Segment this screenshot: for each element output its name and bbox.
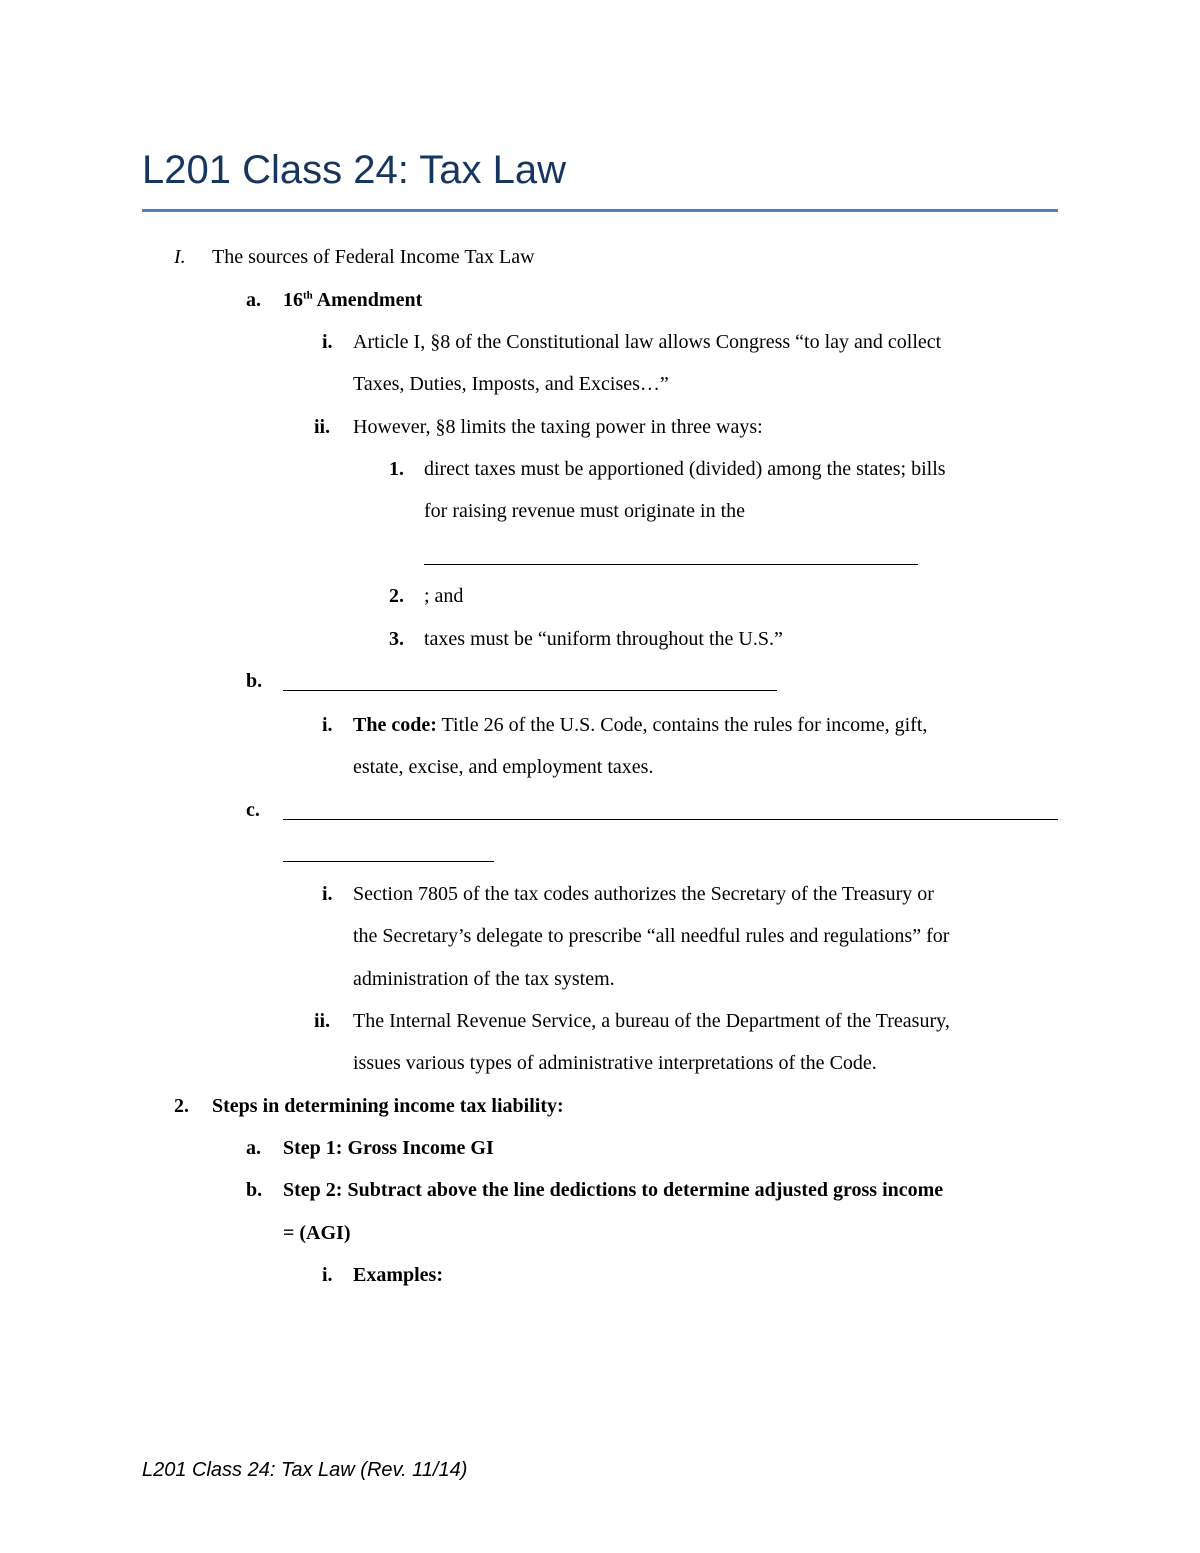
item-1a-i-line-2: Taxes, Duties, Imposts, and Excises…” <box>353 373 669 395</box>
item-1c-marker: c. <box>246 799 260 821</box>
item-1c-i-line-3: administration of the tax system. <box>353 968 615 990</box>
section-1-heading: The sources of Federal Income Tax Law <box>212 246 535 268</box>
amendment-ordinal: th <box>303 289 313 302</box>
item-1a-ii-marker: ii. <box>314 416 331 438</box>
item-2b-line-2: = (AGI) <box>283 1222 351 1244</box>
item-1c-i-line-2: the Secretary’s delegate to prescribe “all needful rules and regulations” for <box>353 925 950 947</box>
item-1c-i-marker: i. <box>322 883 333 905</box>
item-1a-ii-text: However, §8 limits the taxing power in three ways: <box>353 416 763 438</box>
item-1a-ii-1-marker: 1. <box>389 458 404 480</box>
item-1a-ii-2-text: ; and <box>424 585 464 607</box>
section-2-heading: Steps in determining income tax liability: <box>212 1095 564 1117</box>
item-1c-i-line-1: Section 7805 of the tax codes authorizes the Secretary of the Treasury or <box>353 883 934 905</box>
item-2b-marker: b. <box>246 1179 263 1201</box>
amendment-number: 16 <box>283 289 303 311</box>
item-1a-ii-1-line-2: for raising revenue must originate in the <box>424 500 746 522</box>
title-underline <box>142 209 1058 212</box>
item-1c-ii-line-2: issues various types of administrative interpretations of the Code. <box>353 1052 877 1074</box>
item-1a-ii-2-marker: 2. <box>389 585 404 607</box>
fill-in-blank-2[interactable] <box>283 690 777 691</box>
item-1b-i-line-2: estate, excise, and employment taxes. <box>353 756 654 778</box>
section-2-marker: 2. <box>174 1095 189 1117</box>
item-1a-heading <box>283 288 422 312</box>
section-1-marker: I. <box>174 246 186 268</box>
item-1b-i-marker: i. <box>322 714 333 736</box>
fill-in-blank-3[interactable] <box>283 819 1058 820</box>
code-description: Title 26 of the U.S. Code, contains the rules for income, gift, <box>436 714 928 736</box>
item-2b-i-text: Examples: <box>353 1264 443 1286</box>
item-2a-marker: a. <box>246 1137 261 1159</box>
item-2b-line-1: Step 2: Subtract above the line dedictions to determine adjusted gross income <box>283 1179 944 1201</box>
item-1b-i-line-1 <box>353 713 927 737</box>
item-1a-i-line-1: Article I, §8 of the Constitutional law allows Congress “to lay and collect <box>353 331 942 353</box>
fill-in-blank-1[interactable] <box>424 564 918 565</box>
item-1c-ii-line-1: The Internal Revenue Service, a bureau of the Department of the Treasury, <box>353 1010 950 1032</box>
code-label: The code: <box>353 714 437 736</box>
item-1a-ii-3-marker: 3. <box>389 628 404 650</box>
item-2b-i-marker: i. <box>322 1264 333 1286</box>
item-1a-ii-1-line-1: direct taxes must be apportioned (divided) among the states; bills <box>424 458 946 480</box>
item-2a-text: Step 1: Gross Income GI <box>283 1137 494 1159</box>
item-1a-i-marker: i. <box>322 331 333 353</box>
item-1a-marker: a. <box>246 289 261 311</box>
amendment-label: Amendment <box>312 289 423 311</box>
item-1c-ii-marker: ii. <box>314 1010 331 1032</box>
page-title: L201 Class 24: Tax Law <box>142 148 566 192</box>
fill-in-blank-3-continued[interactable] <box>283 861 494 862</box>
item-1b-marker: b. <box>246 670 263 692</box>
page-footer: L201 Class 24: Tax Law (Rev. 11/14) <box>142 1459 468 1481</box>
item-1a-ii-3-text: taxes must be “uniform throughout the U.S.” <box>424 628 783 650</box>
